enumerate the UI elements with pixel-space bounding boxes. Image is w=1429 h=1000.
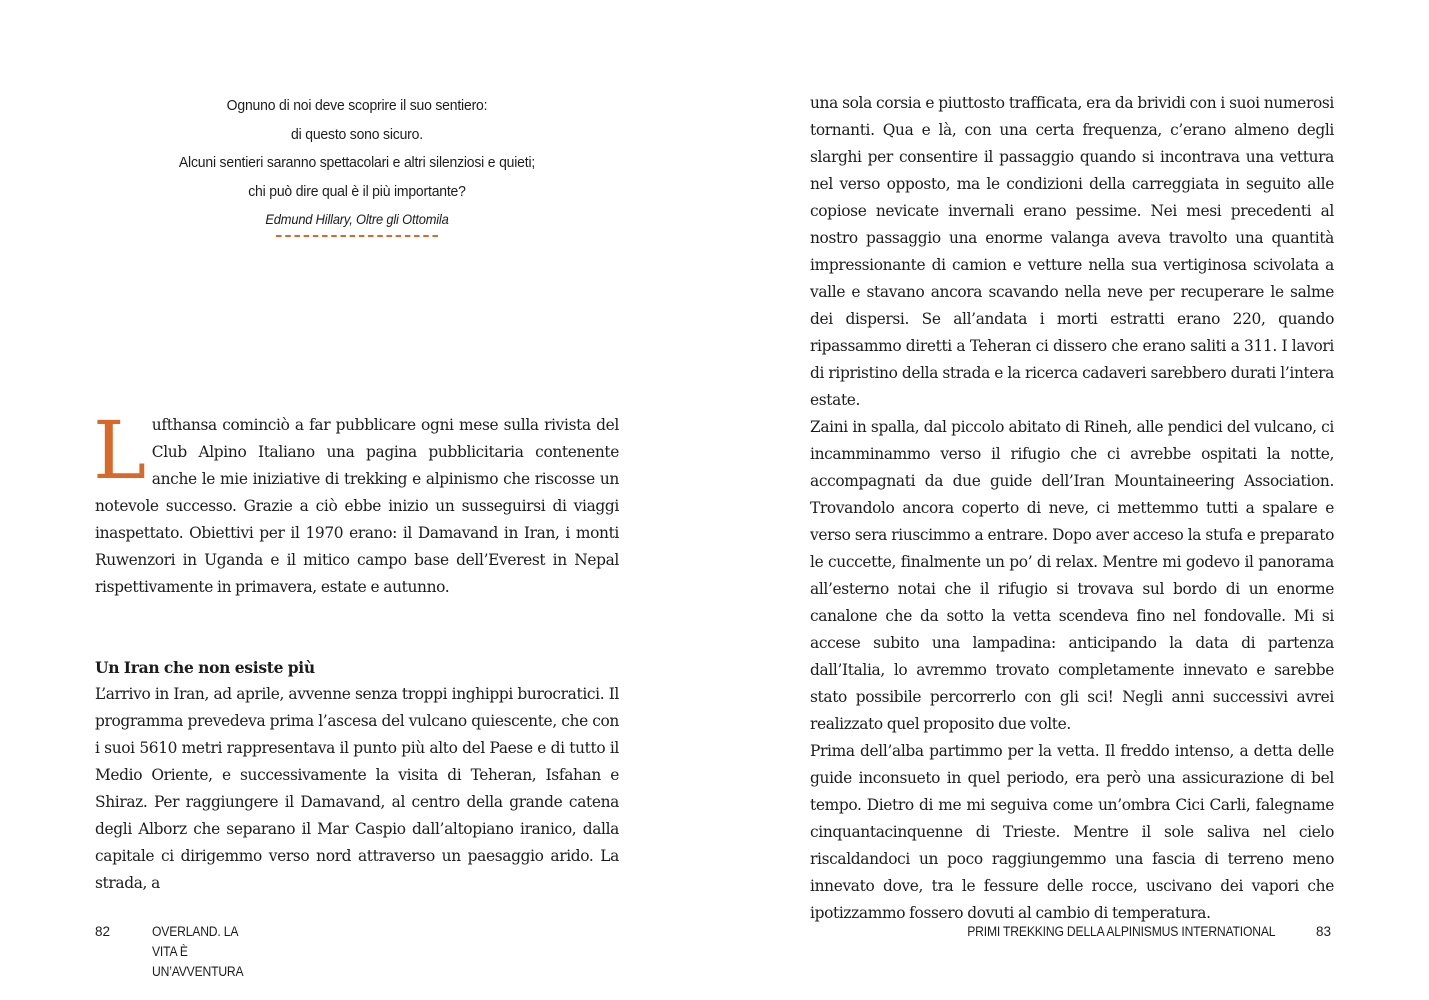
epigraph-line: di questo sono sicuro. [291, 125, 423, 143]
epigraph-line: Alcuni sentieri saranno spettacolari e altri silenziosi e quieti; [178, 154, 536, 171]
epigraph-line: chi può dire qual è il più importante? [248, 182, 466, 200]
page-number-left: 82 [95, 924, 111, 939]
epigraph-line: Ognuno di noi deve scoprire il suo sentiero: [226, 97, 488, 114]
epigraph-attribution: Edmund Hillary, Oltre gli Ottomila [265, 211, 449, 227]
running-head-left: OVERLAND. LA VITA È UN’AVVENTURA [152, 924, 244, 979]
left-page [0, 0, 714, 1000]
dashed-divider [276, 235, 438, 237]
body-paragraph: Prima dell’alba partimmo per la vetta. Il freddo intenso, a detta delle guide inconsueto in quel periodo, era però una assicurazione di bel tempo. Dietro di me mi seguiva come un’ombra Cici Carli, falegname cinquantacinquenne di Trieste. Mentre il sole saliva nel cielo riscaldandoci un poco raggiungemmo una fascia di terreno meno innevato dove, tra le fessure delle rocce, uscivano dei vapori che ipotizzammo fossero dovuti al cambio di temperatura. [810, 742, 1334, 922]
section-paragraph: L’arrivo in Iran, ad aprile, avvenne senza troppi inghippi burocratici. Il programma prevedeva prima l’ascesa del vulcano quiescente, che con i suoi 5610 metri rappresentava il punto più alto del Paese e di tutto il Medio Oriente, e successivamente la visita di Teheran, Isfahan e Shiraz. Per raggiungere il Damavand, al centro della grande catena degli Alborz che separano il Mar Caspio dall’altopiano iranico, dalla capitale ci dirigemmo verso nord attraverso un paesaggio arido. La strada, a [95, 685, 619, 892]
epigraph [116, 92, 598, 237]
intro-paragraph [93, 404, 619, 601]
right-page [714, 0, 1429, 1000]
drop-cap: L [93, 404, 146, 497]
body-paragraph: una sola corsia e piuttosto trafficata, era da brividi con i suoi numerosi tornanti. Qua e là, con una certa frequenza, c’erano almeno degli slarghi per consentire il passaggio quando si incontrava una vettura nel verso opposto, ma le condizioni della carreggiata in seguito alle copiose nevicate invernali erano pessime. Nei mesi precedenti al nostro passaggio una enorme valanga aveva travolto una quantità impressionante di camion e vetture nella sua vertiginosa scivolata a valle e stavano ancora scavando nella neve per recuperare le salme dei dispersi. Se all’andata i morti estratti erano 220, quando ripassammo diretti a Teheran ci dissero che erano saliti a 311. I lavori di ripristino della strada e la ricerca cadaveri sarebbero durati l’intera estate. [810, 94, 1334, 409]
body-paragraph: Zaini in spalla, dal piccolo abitato di Rineh, alle pendici del vulcano, ci incamminammo verso il rifugio che ci avrebbe ospitati la notte, accompagnati da due guide dell’Iran Mountaineering Association. Trovandolo ancora coperto di neve, ci mettemmo tutti a spalare e verso sera riuscimmo a entrare. Dopo aver acceso la stufa e preparato le cuccette, finalmente un po’ di relax. Mentre mi godevo il panorama all’esterno notai che il rifugio si trovava sul bordo di un enorme canalone che da sotto la vetta scendeva fino nel fondovalle. Mi si accese subito una lampadina: anticipando la data di partenza dall’Italia, lo avremmo trovato completamente innevato e sarebbe stato possibile percorrerlo con gli sci! Negli anni successivi avrei realizzato quel proposito due volte. [810, 418, 1334, 733]
right-column [810, 90, 1334, 927]
intro-text: ufthansa cominciò a far pubblicare ogni mese sulla rivista del Club Alpino Italiano una pagina pubblicitaria contenente anche le mie iniziative di trekking e alpinismo che riscosse un notevole successo. Grazie a ciò ebbe inizio un susseguirsi di viaggi inaspettato. Obiettivi per il 1970 erano: il Damavand in Iran, i monti Ruwenzori in Uganda e il mitico campo base dell’Everest in Nepal rispettivamente in primavera, estate e autunno. [95, 416, 619, 596]
section-title: Un Iran che non esiste più [95, 658, 315, 677]
running-head-right: PRIMI TREKKING DELLA ALPINISMUS INTERNATIONAL [966, 924, 1275, 939]
page-number-right: 83 [1316, 924, 1332, 939]
section [95, 654, 619, 897]
